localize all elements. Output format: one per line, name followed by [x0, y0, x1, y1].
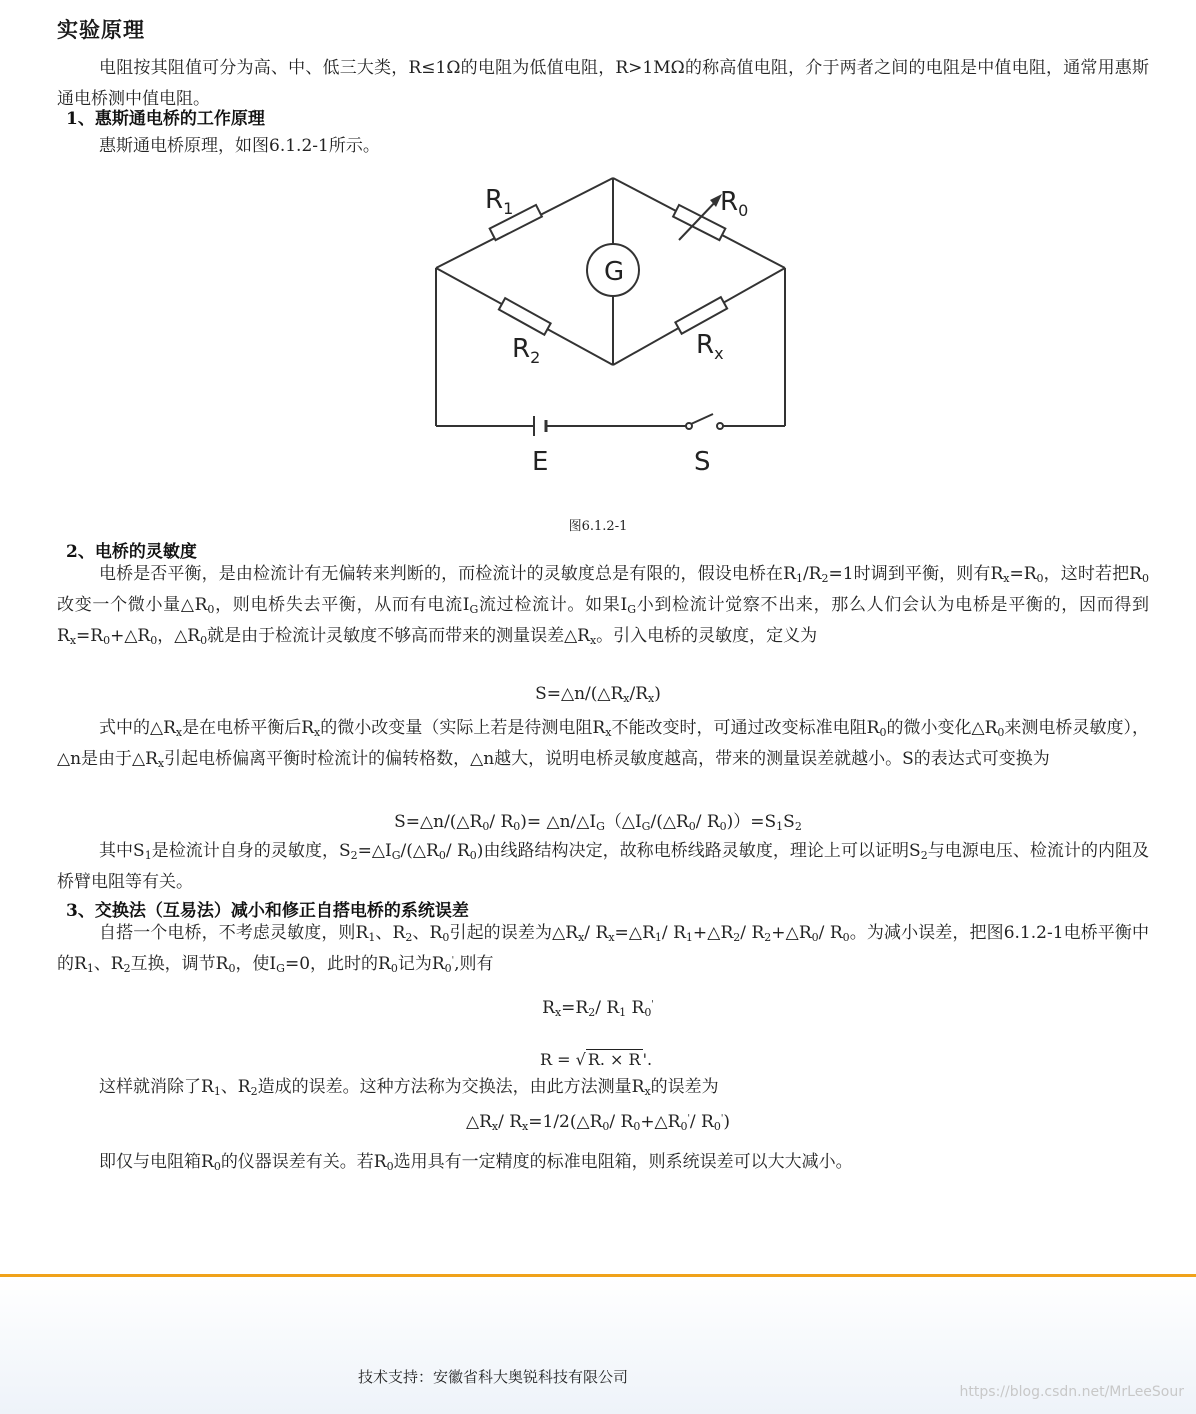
label-g: G: [604, 257, 625, 287]
label-r1: $R_1$: [485, 185, 514, 218]
section3-paragraph2: 这样就消除了$R_1$、$R_2$造成的误差。这种方法称为交换法，由此方法测量$R_x$的误差为: [99, 1077, 719, 1098]
footer-support-text: 技术支持：安徽省科大奥锐科技有限公司: [358, 1368, 629, 1386]
switch-contact-b: [717, 423, 723, 429]
resistor-r0: [673, 205, 725, 240]
formula-exchange: $R_x=R_2/$ $R_1$ $R_0'$: [542, 998, 654, 1019]
section3-title: 3、交换法（互易法）减小和修正自搭电桥的系统误差: [66, 901, 469, 921]
switch-lever-icon: [691, 414, 713, 424]
formula-sensitivity: $S=\triangle n/(\triangle R_x/R_x)$: [535, 684, 661, 705]
section3-paragraph1: 自搭一个电桥，不考虑灵敏度，则$R_1$、$R_2$、$R_0$引起的误差为$\triangle R_x/$ $R_x=\triangle R_1/$ $R_1+\triangle R_2/$ $R_2+\triangle R_0/$ $R_0$。为减小误差，把图6.1.2-1电桥平衡中的$R_1$、$R_2$互换，调节$R_0$，使$I_G=0$，此时的$R_0$记为$R_0'$,则有: [57, 923, 1150, 975]
section3-paragraph3: 即仅与电阻箱$R_0$的仪器误差有关。若$R_0$选用具有一定精度的标准电阻箱，则系统误差可以大大减小。: [99, 1152, 853, 1173]
wheatstone-bridge-diagram: [428, 170, 796, 482]
page-title: 实验原理: [57, 17, 145, 42]
watermark: https://blog.csdn.net/MrLeeSour: [959, 1384, 1184, 1400]
label-s: S: [694, 447, 711, 477]
section1-title: 1、惠斯通电桥的工作原理: [66, 109, 265, 129]
formula-error: $\triangle R_x/$ $R_x=1/2(\triangle R_0/$ $R_0+\triangle R_0'/$ $R_0'$): [466, 1112, 730, 1133]
label-rx: $R_x$: [696, 330, 724, 363]
figure-caption: 图6.1.2-1: [568, 519, 628, 534]
section2-paragraph3: 其中$S_1$是检流计自身的灵敏度，$S_2=\triangle I_G/(\triangle R_0/$ $R_0$)由线路结构决定，故称电桥线路灵敏度，理论上可以证明$S_2$与电源电压、检流计的内阻及桥臂电阻等有关。: [57, 841, 1150, 892]
resistor-rx: [675, 297, 727, 334]
intro-paragraph: 电阻按其阻值可分为高、中、低三大类，R≤1Ω的电阻为低值电阻，R>1MΩ的称高值电阻，介于两者之间的电阻是中值电阻，通常用惠斯通电桥测中值电阻。: [57, 58, 1149, 109]
section2-paragraph1: 电桥是否平衡，是由检流计有无偏转来判断的，而检流计的灵敏度总是有限的，假设电桥在$R_1/R_2=1$时调到平衡，则有$R_x=R_0$，这时若把$R_0$改变一个微小量$\triangle R_0$，则电桥失去平衡，从而有电流$I_G$流过检流计。如果$I_G$小到检流计觉察不出来，那么人们会认为电桥是平衡的，因而得到$R_x=R_0+\triangle R_0$，$\triangle R_0$就是由于检流计灵敏度不够高而带来的测量误差$\triangle R_x$。引入电桥的灵敏度，定义为: [57, 564, 1150, 647]
label-e: E: [532, 447, 549, 477]
label-r2: $R_2$: [512, 334, 541, 367]
section2-title: 2、电桥的灵敏度: [66, 542, 197, 562]
section1-text: 惠斯通电桥原理，如图6.1.2-1所示。: [99, 136, 380, 156]
formula-sensitivity-expanded: $S=\triangle n/(\triangle R_0/$ $R_0)=$ $\triangle n/\triangle I_G(\triangle I_G/(\triangle R_0/$ $R_0))=S_1S_2$: [394, 812, 802, 833]
label-r0: $R_0$: [720, 187, 749, 220]
section2-paragraph2: 式中的$\triangle R_x$是在电桥平衡后$R_x$的微小改变量（实际上若是待测电阻$R_x$不能改变时，可通过改变标准电阻$R_0$的微小变化$\triangle R_0$来测电桥灵敏度），△n是由于$\triangle R_x$引起电桥偏离平衡时检流计的偏转格数，△n越大，说明电桥灵敏度越高，带来的测量误差就越小。S的表达式可变换为: [57, 718, 1149, 770]
resistor-r2: [499, 298, 551, 335]
formula-sqrt: R = √ R. × R '.: [540, 1050, 653, 1069]
